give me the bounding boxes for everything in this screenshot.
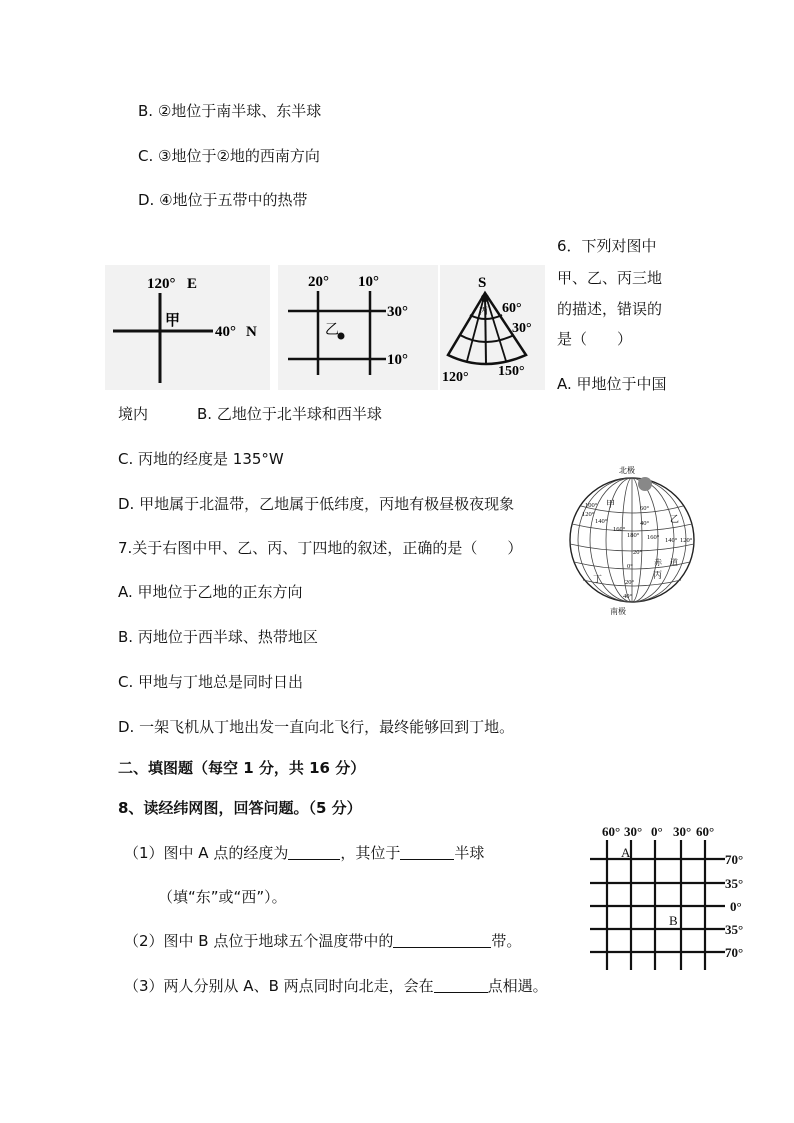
globe-lat-4: 20°: [625, 579, 635, 586]
q6-figure-bing: [440, 265, 545, 390]
grid-top-label-0: 60°: [602, 824, 621, 839]
q8-p3-text-a: （3）两人分别从 A、B 两点同时向北走，会在: [124, 977, 434, 995]
q8-p2-text-a: （2）图中 B 点位于地球五个温度带中的: [124, 932, 394, 950]
q8-blank-2[interactable]: [400, 843, 454, 860]
fig3-lon-left: 120°: [442, 370, 469, 385]
globe-mark-ding: 丁: [593, 574, 603, 584]
fig1-mark-jia: 甲: [165, 311, 181, 329]
fig3-lat-a: 60°: [502, 301, 522, 316]
q8-blank-4[interactable]: [434, 976, 488, 993]
grid-right-label-4: 70°: [725, 945, 744, 960]
q6-option-a-line1: A. 甲地位于中国: [557, 375, 667, 393]
q8-p1-text-b: ，其位于: [340, 844, 401, 862]
fig3-lat-b: 30°: [512, 321, 532, 336]
globe-lat-1: 40°: [640, 520, 650, 527]
globe-lon-7: 120°: [680, 537, 693, 544]
grid-right-label-3: 35°: [725, 922, 744, 937]
q6-figure-jia: [105, 265, 270, 390]
fig1-lon-dir: E: [187, 276, 198, 292]
fig1-lat-label: 40°: [215, 324, 236, 340]
globe-lon-4: 180°: [627, 532, 640, 539]
fig1-lon-label: 120°: [147, 276, 176, 292]
q6-stem-1: 6．下列对图中: [557, 237, 657, 255]
q6-option-c: C. 丙地的经度是 135°W: [118, 450, 284, 468]
q8-part-2: [124, 931, 521, 951]
globe-mark-jia: 甲: [606, 499, 616, 509]
grid-top-label-1: 30°: [624, 824, 643, 839]
q6-option-a-line2: 境内: [118, 405, 149, 423]
globe-lon-0: 100°: [585, 502, 598, 509]
globe-mark-bing: 丙: [653, 570, 663, 580]
globe-lat-2: 20°: [633, 549, 643, 556]
globe-equator-label: 赤 道: [654, 558, 678, 567]
grid-right-label-0: 70°: [725, 852, 744, 867]
globe-north-label: 北极: [619, 466, 635, 475]
q6-stem-3: 的描述，错误的: [557, 300, 663, 318]
q7-option-b: B. 丙地位于西半球、热带地区: [118, 628, 318, 646]
q6-stem-2: 甲、乙、丙三地: [557, 269, 663, 287]
globe-lon-3: 160°: [613, 526, 626, 533]
fig3-lon-right: 150°: [498, 364, 525, 379]
grid-right-label-2: 0°: [730, 899, 742, 914]
globe-lat-3: 0°: [627, 563, 633, 570]
fig2-lon-a: 20°: [308, 274, 329, 290]
grid-point-a: A: [621, 845, 631, 860]
globe-lat-5: 40°: [623, 593, 633, 600]
q6-stem-4: 是（ ）: [557, 330, 633, 348]
q8-blank-3[interactable]: [393, 931, 491, 948]
q7-option-a: A. 甲地位于乙地的正东方向: [118, 583, 303, 601]
q6-option-b: B. 乙地位于北半球和西半球: [197, 405, 382, 423]
fig2-lat-bottom: 10°: [387, 352, 408, 368]
fig2-lon-b: 10°: [358, 274, 379, 290]
q7-globe-figure: [565, 462, 700, 617]
globe-lon-5: 160°: [647, 534, 660, 541]
q8-part-3: [124, 976, 548, 996]
q8-grid-figure: [585, 822, 750, 977]
q8-title: 8、读经纬网图，回答问题。（5 分）: [118, 799, 362, 817]
fig2-lat-top: 30°: [387, 304, 408, 320]
fig3-pole-s: S: [478, 275, 487, 291]
grid-point-b: B: [669, 913, 678, 928]
q8-p3-text-b: 点相遇。: [487, 977, 548, 995]
q6-figure-yi: [278, 265, 438, 390]
q8-blank-1[interactable]: [288, 843, 340, 860]
fig1-lat-dir: N: [246, 324, 257, 340]
globe-lon-1: 120°: [582, 511, 595, 518]
q5-option-b: B. ②地位于南半球、东半球: [138, 102, 322, 120]
q8-part-1: [124, 843, 484, 863]
grid-right-label-1: 35°: [725, 876, 744, 891]
globe-mark-yi: 乙: [670, 514, 680, 524]
q7-option-c: C. 甲地与丁地总是同时日出: [118, 673, 304, 691]
globe-south-label: 南极: [610, 607, 626, 616]
q6-option-d: D. 甲地属于北温带，乙地属于低纬度，丙地有极昼极夜现象: [118, 495, 515, 513]
q7-stem: 7.关于右图中甲、乙、丙、丁四地的叙述，正确的是（ ）: [118, 539, 523, 557]
grid-top-label-2: 0°: [651, 824, 663, 839]
globe-lon-6: 140°: [665, 537, 678, 544]
q8-p1-text-c: 半球: [454, 844, 485, 862]
q7-option-d: D. 一架飞机从丁地出发一直向北飞行，最终能够回到丁地。: [118, 718, 515, 736]
grid-top-label-3: 30°: [673, 824, 692, 839]
q8-p1-text-a: （1）图中 A 点的经度为: [124, 844, 289, 862]
grid-top-label-4: 60°: [696, 824, 715, 839]
q8-p2-text-b: 带。: [491, 932, 522, 950]
globe-lat-0: 60°: [640, 505, 650, 512]
q5-option-d: D. ④地位于五带中的热带: [138, 191, 308, 209]
q5-option-c: C. ③地位于②地的西南方向: [138, 147, 320, 165]
fig2-mark-yi: 乙: [325, 322, 339, 338]
section-2-title: 二、填图题（每空 1 分，共 16 分）: [118, 759, 366, 777]
q8-p1-note: （填“东”或“西”）。: [158, 888, 287, 906]
globe-lon-2: 140°: [595, 518, 608, 525]
fig3-mark-bing: 丙: [479, 307, 489, 317]
